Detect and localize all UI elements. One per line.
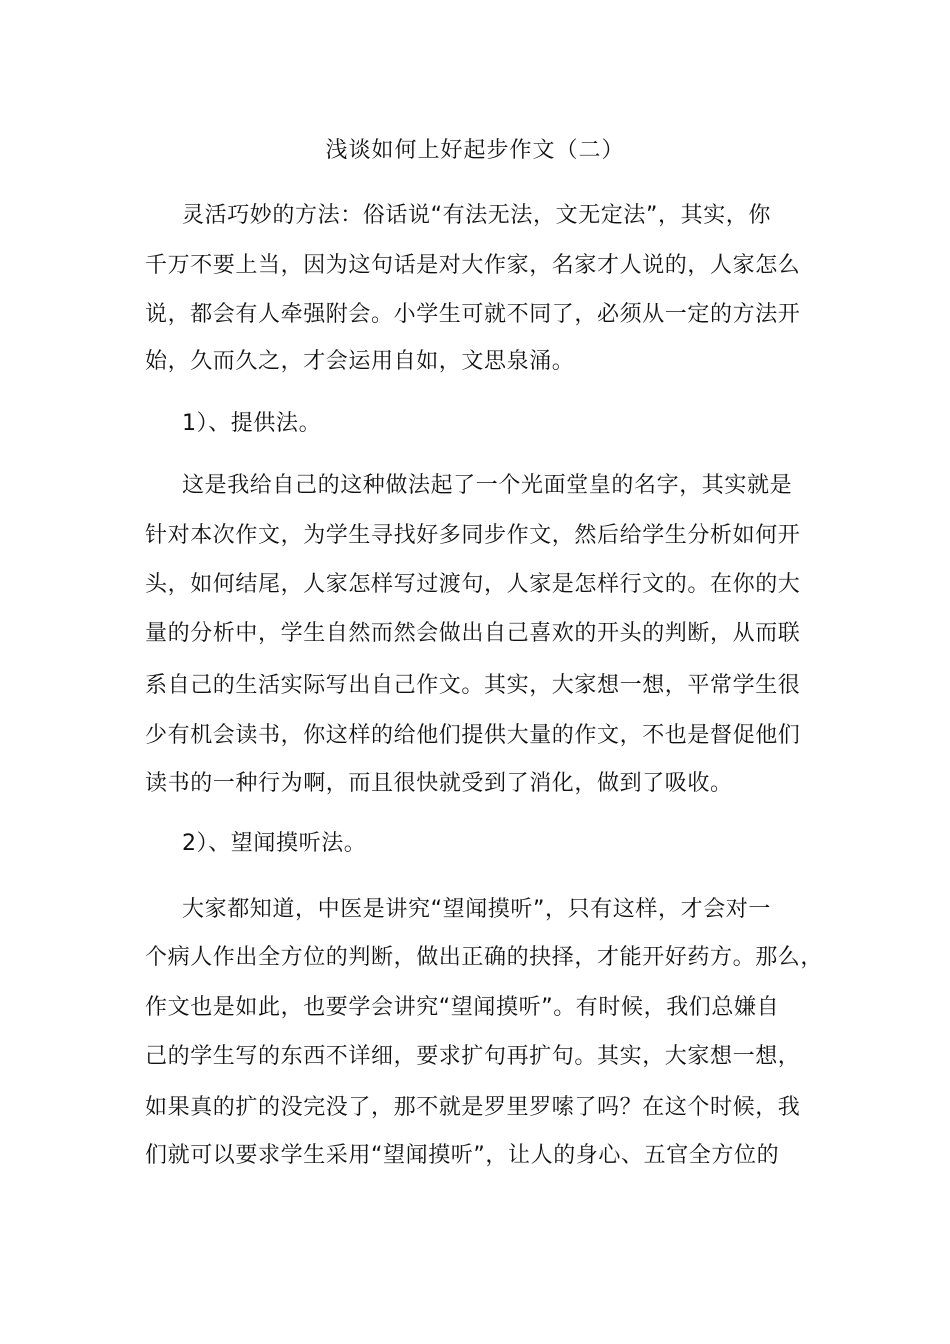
paragraph-1-line-4: 始，久而久之，才会运用自如，文思泉涌。 (145, 349, 575, 374)
paragraph-1-line-2: 千万不要上当，因为这句话是对大作家，名家才人说的，人家怎么 (145, 253, 801, 278)
paragraph-2-line-5: 系自己的生活实际写出自己作文。其实，大家想一想，平常学生很 (145, 673, 801, 698)
paragraph-3-line-4: 己的学生写的东西不详细，要求扩句再扩句。其实，大家想一想， (145, 1044, 801, 1069)
paragraph-1-line-3: 说，都会有人牵强附会。小学生可就不同了，必须从一定的方法开 (145, 302, 801, 327)
paragraph-2-line-2: 针对本次作文，为学生寻找好多同步作文，然后给学生分析如何开 (145, 523, 801, 548)
paragraph-2-line-3: 头，如何结尾，人家怎样写过渡句，人家是怎样行文的。在你的大 (145, 572, 801, 597)
paragraph-2-line-7: 读书的一种行为啊，而且很快就受到了消化，做到了吸收。 (145, 771, 733, 796)
paragraph-2-line-4: 量的分析中，学生自然而然会做出自己喜欢的开头的判断，从而联 (145, 621, 801, 646)
paragraph-3-line-5: 如果真的扩的没完没了，那不就是罗里罗嗦了吗？在这个时候，我 (145, 1095, 801, 1120)
document-title: 浅谈如何上好起步作文（二） (325, 138, 625, 163)
paragraph-2-line-1: 这是我给自己的这种做法起了一个光面堂皇的名字，其实就是 (182, 473, 793, 498)
paragraph-3-line-3: 作文也是如此，也要学会讲究“望闻摸听”。有时候，我们总嫌自 (145, 995, 780, 1020)
section-heading-1: 1）、提供法。 (182, 411, 322, 436)
paragraph-3-line-6: 们就可以要求学生采用“望闻摸听”，让人的身心、五官全方位的 (145, 1143, 780, 1168)
paragraph-3-line-2: 个病人作出全方位的判断，做出正确的抉择，才能开好药方。那么， (145, 945, 824, 970)
paragraph-2-line-6: 少有机会读书，你这样的给他们提供大量的作文，不也是督促他们 (145, 723, 801, 748)
paragraph-3-line-1: 大家都知道，中医是讲究“望闻摸听”，只有这样，才会对一 (182, 897, 771, 922)
section-heading-2: 2）、望闻摸听法。 (182, 831, 367, 856)
paragraph-1-line-1: 灵活巧妙的方法：俗话说“有法无法，文无定法”，其实，你 (182, 203, 771, 228)
